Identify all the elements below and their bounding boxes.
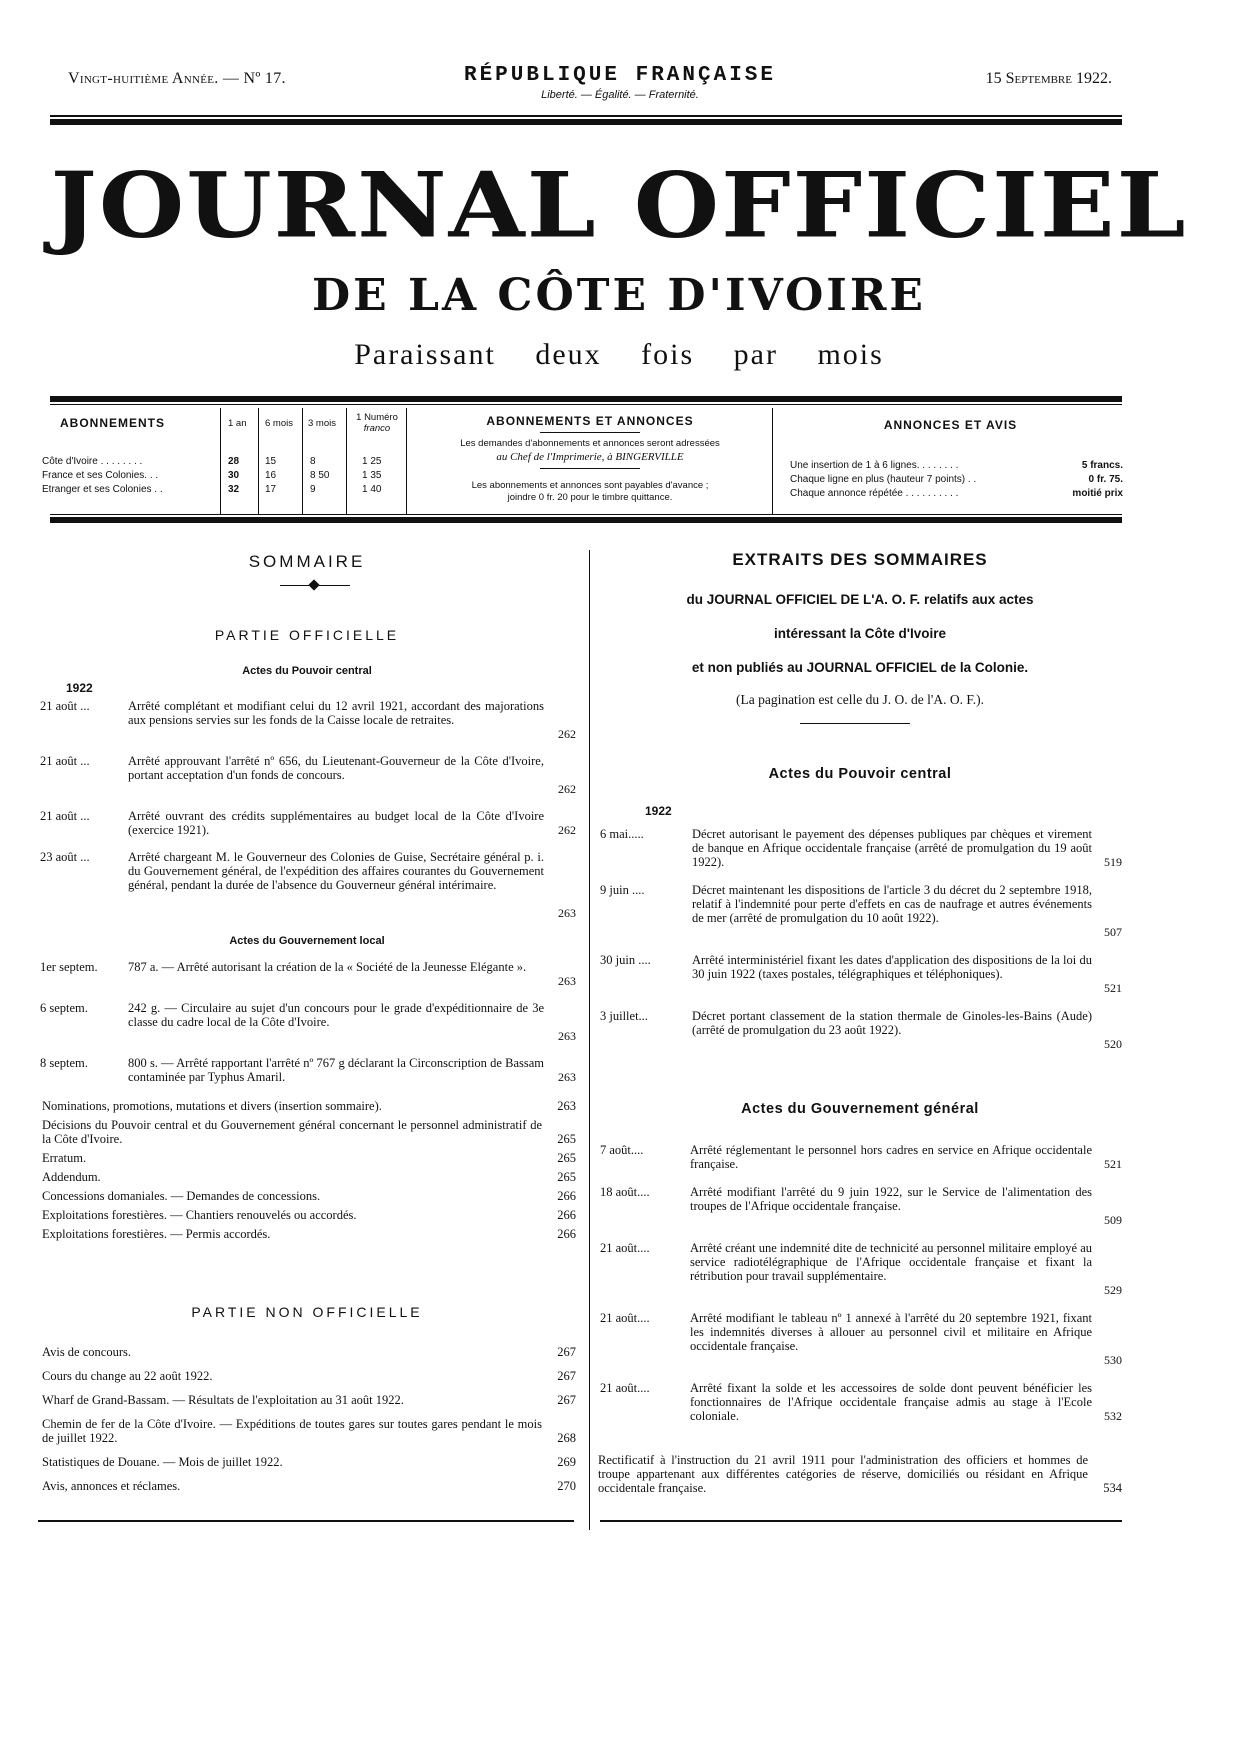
table-divider	[220, 408, 221, 514]
top-line	[0, 64, 1238, 101]
sommaire-nonofficielle-item-text: Wharf de Grand-Bassam. — Résultats de l'exploitation au 31 août 1922.	[42, 1393, 404, 1407]
sommaire-entry-page: 262	[558, 727, 576, 741]
sommaire-local-entry-text: 800 s. — Arrêté rapportant l'arrêté nº 767 g déclarant la Circonscription de Bassam contaminée par Typhus Amaril.	[128, 1056, 544, 1084]
sommaire-local-entry-page: 263	[558, 1029, 576, 1043]
sommaire-entry-date: 21 août ...	[40, 809, 90, 823]
annonce-row-label: Chaque annonce répétée . . . . . . . . . .	[790, 488, 959, 499]
col-numero	[352, 412, 402, 434]
sommaire-nonofficielle-item-page: 267	[557, 1345, 576, 1359]
col-3mois: 3 mois	[308, 418, 336, 429]
sommaire-local-entry-text: 787 a. — Arrêté autorisant la création de la « Société de la Jeunesse Elégante ».	[128, 960, 527, 974]
sommaire-misc-item-page: 266	[557, 1227, 576, 1241]
masthead-title: JOURNAL OFFICIEL	[50, 152, 1188, 259]
sommaire-misc-item-text: Décisions du Pouvoir central et du Gouvernement général concernant le personnel administratif de la Côte d'Ivoire.	[42, 1118, 542, 1146]
col-6mois: 6 mois	[265, 418, 293, 429]
table-divider	[302, 408, 303, 514]
partie-officielle-title: PARTIE OFFICIELLE	[214, 627, 400, 643]
subscription-row-3mois: 8	[310, 456, 316, 467]
sommaire-local-entry-text: 242 g. — Circulaire au sujet d'un concours pour le grade d'expéditionnaire de 3e classe du cadre local de la Côte d'Ivoire.	[128, 1001, 544, 1029]
subscription-row-label: Côte d'Ivoire . . . . . . . .	[42, 456, 143, 467]
sommaire-nonofficielle-item-text: Avis, annonces et réclames.	[42, 1479, 181, 1493]
extraits-entry-page: 521	[1104, 981, 1122, 995]
extraits-note: (La pagination est celle du J. O. de l'A. O. F.).	[735, 692, 985, 707]
subscription-box	[40, 408, 1125, 514]
sommaire-misc-item-text: Exploitations forestières. — Chantiers renouvelés ou accordés.	[42, 1208, 357, 1222]
masthead-frequency: Paraissant deux fois par mois	[354, 338, 884, 371]
extraits-general-entry	[600, 1143, 1122, 1171]
extraits-entry	[600, 1009, 1122, 1051]
subscription-row-numero: 1 35	[362, 470, 382, 481]
sommaire-nonofficielle-item	[42, 1455, 576, 1469]
extraits-general-entry	[600, 1185, 1122, 1227]
subscription-row-1an: 32	[228, 484, 240, 495]
sommaire-entry-date: 21 août ...	[40, 754, 90, 768]
extraits-general-entry-text: Arrêté fixant la solde et les accessoires de solde dont peuvent bénéficier les fonctionnaires de l'Afrique occidentale française admis au stage à l'Ecole coloniale.	[690, 1381, 1092, 1423]
subscriptions-header: ABONNEMENTS	[60, 416, 166, 430]
republic-block	[420, 64, 820, 101]
col-franco-label: franco	[363, 423, 391, 434]
table-divider	[406, 408, 407, 514]
sommaire-nonofficielle-item-page: 267	[557, 1393, 576, 1407]
mid-text-3: Les abonnements et annonces sont payables d'avance ;	[471, 480, 709, 491]
extraits-general-entry	[600, 1311, 1122, 1367]
left-bottom-rule	[38, 1520, 574, 1522]
extraits-line1: du JOURNAL OFFICIEL DE L'A. O. F. relatifs aux actes	[686, 592, 1034, 607]
extraits-entry-page: 507	[1104, 925, 1122, 939]
sommaire-misc-item-text: Exploitations forestières. — Permis accordés.	[42, 1227, 271, 1241]
extraits-general-entry-text: Arrêté réglementant le personnel hors cadres en service en Afrique occidentale française.	[690, 1143, 1092, 1171]
issue-number: Vingt-huitième Année. — Nº 17.	[68, 70, 286, 87]
subscription-rule-top-thick	[50, 396, 1122, 402]
subscription-row-3mois: 8 50	[310, 470, 330, 481]
sommaire-misc-item-page: 263	[557, 1099, 576, 1113]
subscription-row-6mois: 17	[265, 484, 277, 495]
diamond-icon	[308, 579, 319, 590]
sommaire-local-entry	[40, 1001, 576, 1043]
extraits-general-entry-date: 21 août....	[600, 1241, 650, 1255]
annonce-row-label: Chaque ligne en plus (hauteur 7 points) . .	[790, 474, 977, 485]
sommaire-entry-page: 263	[558, 906, 576, 920]
extraits-year-label: 1922	[645, 804, 672, 818]
mid-text-rule	[540, 468, 640, 469]
extraits-actes-pouvoir-central: Actes du Pouvoir central	[768, 766, 952, 782]
motto: Liberté. — Égalité. — Fraternité.	[541, 89, 699, 101]
sommaire-local-entry	[40, 1056, 576, 1084]
mid-text-2: au Chef de l'Imprimerie, à BINGERVILLE	[496, 451, 684, 463]
extraits-general-entry-page: 530	[1104, 1353, 1122, 1367]
sommaire-entry-page: 262	[558, 782, 576, 796]
sommaire-misc-item-page: 265	[557, 1170, 576, 1184]
extraits-entry	[600, 953, 1122, 995]
sommaire-misc-item-page: 265	[557, 1132, 576, 1146]
subscription-rule-bottom-thin	[50, 514, 1122, 515]
extraits-entry-date: 9 juin ....	[600, 883, 645, 897]
sommaire-nonofficielle-item-page: 268	[557, 1431, 576, 1445]
sommaire-nonofficielle-item-page: 267	[557, 1369, 576, 1383]
extraits-general-entry	[600, 1381, 1122, 1423]
rectificatif-text: Rectificatif à l'instruction du 21 avril 1911 pour l'administration des officiers et hommes de troupe appartenant aux différentes catégories de réserve, domiciliés ou résidant en Afrique occidentale française.	[598, 1453, 1088, 1495]
extraits-general-entry-text: Arrêté créant une indemnité dite de technicité au personnel militaire employé au service radiotélégraphique de l'Afrique occidentale française et fixant la rétribution pour travail supplémentaire.	[690, 1241, 1092, 1283]
sommaire-entry-text: Arrêté approuvant l'arrêté nº 656, du Lieutenant-Gouverneur de la Côte d'Ivoire, portant acceptation d'un fonds de concours.	[128, 754, 544, 782]
partie-non-officielle-title: PARTIE NON OFFICIELLE	[191, 1304, 423, 1320]
extraits-general-entry	[600, 1241, 1122, 1297]
sommaire-nonofficielle-item-page: 270	[557, 1479, 576, 1493]
subscription-row-6mois: 16	[265, 470, 277, 481]
extraits-general-entry-date: 21 août....	[600, 1381, 650, 1395]
issue-date: 15 Septembre 1922.	[985, 70, 1112, 87]
subscription-rule-bottom-thick	[50, 517, 1122, 523]
sommaire-misc-item	[42, 1118, 576, 1146]
column-divider	[589, 550, 590, 1530]
extraits-general-entry-date: 21 août....	[600, 1311, 650, 1325]
mid-text-4: joindre 0 fr. 20 pour le timbre quittance.	[507, 492, 673, 503]
sommaire-local-entry	[40, 960, 576, 988]
sommaire-nonofficielle-item	[42, 1345, 576, 1359]
extraits-entry-text: Décret autorisant le payement des dépenses publiques par chèques et virement de banque en Afrique occidentale française (arrêté de promulgation du 19 août 1922).	[692, 827, 1092, 869]
sommaire-local-entry-date: 1er septem.	[40, 960, 98, 974]
sommaire-misc-item-text: Nominations, promotions, mutations et divers (insertion sommaire).	[42, 1099, 382, 1113]
year-label: 1922	[66, 681, 93, 695]
extraits-line2: intéressant la Côte d'Ivoire	[773, 626, 946, 641]
sommaire-misc-item-text: Concessions domaniales. — Demandes de concessions.	[42, 1189, 321, 1203]
subscription-row-numero: 1 25	[362, 456, 382, 467]
sommaire-entry-page: 262	[558, 823, 576, 837]
extraits-general-entry-text: Arrêté modifiant l'arrêté du 9 juin 1922, sur le Service de l'alimentation des troupes de l'Afrique occidentale française.	[690, 1185, 1092, 1213]
sommaire-misc-item	[42, 1208, 576, 1222]
sommaire-nonofficielle-item-page: 269	[557, 1455, 576, 1469]
sommaire-nonofficielle-item-text: Statistiques de Douane. — Mois de juillet 1922.	[42, 1455, 283, 1469]
extraits-general-entry-page: 532	[1104, 1409, 1122, 1423]
extraits-entry	[600, 883, 1122, 939]
table-divider	[346, 408, 347, 514]
subscription-row-6mois: 15	[265, 456, 277, 467]
sommaire-nonofficielle-item-text: Cours du change au 22 août 1922.	[42, 1369, 213, 1383]
extraits-general-entry-date: 18 août....	[600, 1185, 650, 1199]
extraits-general-entry-page: 529	[1104, 1283, 1122, 1297]
actes-pouvoir-central-heading: Actes du Pouvoir central	[242, 665, 372, 677]
rectificatif-entry	[598, 1453, 1122, 1495]
annonce-row-value: moitié prix	[1072, 488, 1123, 499]
subscription-row-1an: 30	[228, 470, 240, 481]
annonce-row-value: 5 francs.	[1081, 460, 1123, 471]
extraits-entry-text: Arrêté interministériel fixant les dates d'application des dispositions de la loi du 30 juin 1922 (taxes postales, télégraphiques et téléphoniques).	[692, 953, 1092, 981]
sommaire-misc-item	[42, 1151, 576, 1165]
sommaire-misc-item	[42, 1189, 576, 1203]
sommaire-nonofficielle-item-text: Chemin de fer de la Côte d'Ivoire. — Expéditions de toutes gares sur toutes gares pendant le mois de juillet 1922.	[42, 1417, 542, 1445]
sommaire-entry-text: Arrêté complétant et modifiant celui du 12 avril 1921, accordant des majorations aux pensions servies sur les fonds de la Caisse locale de retraites.	[128, 699, 544, 727]
extraits-general-entry-date: 7 août....	[600, 1143, 644, 1157]
sommaire-entry	[40, 809, 576, 837]
extraits-entry-text: Décret portant classement de la station thermale de Ginoles-les-Bains (Aude) (arrêté de promulgation du 23 août 1922).	[692, 1009, 1092, 1037]
sommaire-entry-date: 21 août ...	[40, 699, 90, 713]
sommaire-nonofficielle-item	[42, 1479, 576, 1493]
sommaire-misc-item-page: 265	[557, 1151, 576, 1165]
sommaire-entry	[40, 699, 576, 741]
extraits-entry-text: Décret maintenant les dispositions de l'article 3 du décret du 2 septembre 1918, relatif à l'indemnité pour perte d'effets en cas de naufrage et autres événements de mer (arrêté de promulgation du 10 août 1922).	[692, 883, 1092, 925]
sommaire-misc-item-text: Erratum.	[42, 1151, 87, 1165]
extraits-entry-page: 520	[1104, 1037, 1122, 1051]
sommaire-misc-item-page: 266	[557, 1189, 576, 1203]
sommaire-local-entry-date: 6 septem.	[40, 1001, 88, 1015]
right-bottom-rule	[600, 1520, 1122, 1522]
table-divider	[772, 408, 773, 514]
extraits-line3: et non publiés au JOURNAL OFFICIEL de la Colonie.	[691, 660, 1029, 675]
actes-gouvernement-local-heading: Actes du Gouvernement local	[229, 935, 385, 947]
mid-header-rule	[540, 432, 640, 433]
extraits-actes-gouvernement-general: Actes du Gouvernement général	[741, 1101, 979, 1117]
extraits-general-entry-text: Arrêté modifiant le tableau nº 1 annexé à l'arrêté du 20 septembre 1921, fixant les indemnités diverses à allouer au personnel civil et militaire en Afrique occidentale française.	[690, 1311, 1092, 1353]
sommaire-local-entry-date: 8 septem.	[40, 1056, 88, 1070]
annonce-row-value: 0 fr. 75.	[1088, 474, 1123, 485]
subscription-row-numero: 1 40	[362, 484, 382, 495]
extraits-entry	[600, 827, 1122, 869]
subscription-row-3mois: 9	[310, 484, 316, 495]
sommaire-local-entry-page: 263	[558, 974, 576, 988]
sommaire-misc-item	[42, 1099, 576, 1113]
extraits-entry-page: 519	[1104, 855, 1122, 869]
sommaire-nonofficielle-item-text: Avis de concours.	[42, 1345, 131, 1359]
sommaire-entry	[40, 754, 576, 796]
sommaire-entry-text: Arrêté ouvrant des crédits supplémentaires au budget local de la Côte d'Ivoire (exercice 1921).	[128, 809, 544, 837]
sommaire-misc-item	[42, 1227, 576, 1241]
col-1an: 1 an	[228, 418, 247, 429]
sommaire-entry	[40, 850, 576, 920]
sommaire-local-entry-page: 263	[558, 1070, 576, 1084]
extraits-entry-date: 3 juillet...	[600, 1009, 648, 1023]
header-rule-thin	[50, 115, 1122, 117]
subscription-row-label: Etranger et ses Colonies . .	[42, 484, 163, 495]
sommaire-title: SOMMAIRE	[248, 552, 366, 571]
col-numero-label: 1 Numéro	[356, 412, 398, 423]
sommaire-nonofficielle-item	[42, 1393, 576, 1407]
republic-label: RÉPUBLIQUE FRANÇAISE	[463, 64, 777, 87]
annonce-row-label: Une insertion de 1 à 6 lignes. . . . . . . .	[790, 460, 959, 471]
sommaire-misc-item-text: Addendum.	[42, 1170, 101, 1184]
subscription-rule-top-thin	[50, 404, 1122, 405]
extraits-general-entry-page: 521	[1104, 1157, 1122, 1171]
sommaire-nonofficielle-item	[42, 1417, 576, 1445]
extraits-entry-date: 6 mai.....	[600, 827, 644, 841]
subscription-row-1an: 28	[228, 456, 240, 467]
right-header: ANNONCES ET AVIS	[883, 418, 1018, 432]
rectificatif-page: 534	[1103, 1481, 1122, 1495]
extraits-general-entry-page: 509	[1104, 1213, 1122, 1227]
masthead-subtitle: DE LA CÔTE D'IVOIRE	[312, 270, 926, 321]
sommaire-nonofficielle-item	[42, 1369, 576, 1383]
sommaire-entry-date: 23 août ...	[40, 850, 90, 864]
mid-text-1: Les demandes d'abonnements et annonces seront adressées	[460, 438, 720, 449]
extraits-entry-date: 30 juin ....	[600, 953, 651, 967]
table-divider	[258, 408, 259, 514]
extraits-rule	[800, 723, 910, 724]
sommaire-misc-item	[42, 1170, 576, 1184]
extraits-title: EXTRAITS DES SOMMAIRES	[732, 550, 988, 569]
sommaire-entry-text: Arrêté chargeant M. le Gouverneur des Colonies de Guise, Secrétaire général p. i. du Gouvernement général, de l'expédition des affaires courantes du Gouvernement général, pendant la durée de l'absence du Gouverneur général intérimaire.	[128, 850, 544, 892]
sommaire-misc-item-page: 266	[557, 1208, 576, 1222]
header-rule-thick	[50, 119, 1122, 125]
mid-header: ABONNEMENTS ET ANNONCES	[486, 414, 694, 428]
subscription-row-label: France et ses Colonies. . .	[42, 470, 159, 481]
